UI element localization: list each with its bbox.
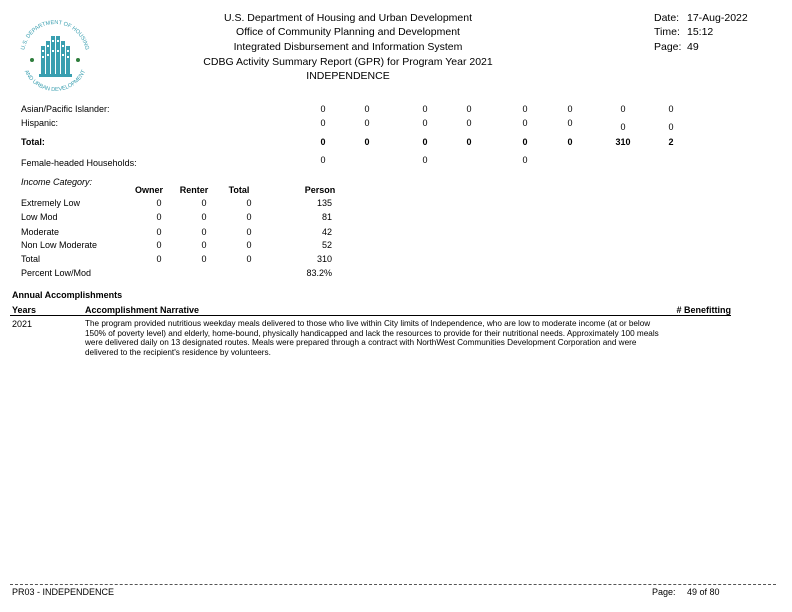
- agency-title: U.S. Department of Housing and Urban Development: [223, 12, 473, 24]
- income-renter: 0: [201, 227, 207, 237]
- income-owner: 0: [156, 212, 162, 222]
- race-row-value: 0: [364, 118, 370, 128]
- col-narrative-header: Accomplishment Narrative: [85, 305, 200, 315]
- income-total: 0: [246, 212, 252, 222]
- footer-rule: [10, 584, 776, 585]
- income-owner: 0: [156, 198, 162, 208]
- col-total-header: Total: [228, 185, 250, 195]
- race-row-value: 0: [668, 122, 674, 132]
- col-person-header: Person: [304, 185, 336, 195]
- income-person: 135: [316, 198, 332, 208]
- income-person: 42: [321, 227, 332, 237]
- income-total: 0: [246, 254, 252, 264]
- income-row-label: Extremely Low: [21, 198, 81, 208]
- grantee-name: INDEPENDENCE: [306, 70, 390, 82]
- accomplishment-year: 2021: [12, 319, 33, 329]
- page-value: 49: [687, 41, 699, 53]
- header-rule: [10, 315, 731, 316]
- race-total-value: 2: [668, 137, 674, 147]
- race-row-label: Hispanic:: [21, 118, 59, 128]
- female-headed-value: 0: [422, 155, 428, 165]
- page-label: Page:: [654, 41, 682, 53]
- race-row-value: 0: [422, 118, 428, 128]
- date-value: 17-Aug-2022: [687, 12, 748, 24]
- income-renter: 0: [201, 240, 207, 250]
- income-renter: 0: [201, 198, 207, 208]
- col-benefitting-header: # Benefitting: [676, 305, 731, 315]
- system-title: Integrated Disbursement and Information System: [233, 41, 463, 53]
- race-total-value: 0: [522, 137, 528, 147]
- race-row-value: 0: [320, 104, 326, 114]
- race-row-value: 0: [466, 118, 472, 128]
- income-row-label: Moderate: [21, 227, 60, 237]
- col-renter-header: Renter: [179, 185, 209, 195]
- report-title: CDBG Activity Summary Report (GPR) for Program Year 2021: [203, 56, 493, 68]
- hud-seal-logo: [14, 14, 96, 96]
- income-owner: 0: [156, 227, 162, 237]
- race-row-value: 0: [422, 104, 428, 114]
- footer-report-id: PR03 - INDEPENDENCE: [12, 587, 115, 597]
- percent-low-mod-label: Percent Low/Mod: [21, 268, 92, 278]
- female-headed-value: 0: [522, 155, 528, 165]
- race-total-label: Total:: [21, 137, 45, 147]
- race-total-value: 0: [422, 137, 428, 147]
- race-row-value: 0: [466, 104, 472, 114]
- female-headed-value: 0: [320, 155, 326, 165]
- race-total-value: 0: [320, 137, 326, 147]
- race-row-value: 0: [522, 104, 528, 114]
- date-label: Date:: [654, 12, 680, 24]
- time-label: Time:: [654, 26, 680, 38]
- income-person: 310: [316, 254, 332, 264]
- income-row-label: Non Low Moderate: [21, 240, 98, 250]
- income-person: 81: [321, 212, 332, 222]
- income-row-label: Low Mod: [21, 212, 58, 222]
- race-row-value: 0: [620, 104, 626, 114]
- income-renter: 0: [201, 254, 207, 264]
- race-total-value: 0: [364, 137, 370, 147]
- race-row-value: 0: [567, 104, 573, 114]
- race-row-value: 0: [320, 118, 326, 128]
- race-row-label: Asian/Pacific Islander:: [21, 104, 110, 114]
- time-value: 15:12: [687, 26, 714, 38]
- female-headed-label: Female-headed Households:: [21, 158, 137, 168]
- income-person: 52: [321, 240, 332, 250]
- col-years-header: Years: [12, 305, 37, 315]
- accomplishment-narrative: The program provided nutritious weekday meals delivered to those who live within City limits of Independence, who are low to moderate income (at or below 150% of poverty level) and elderly, home-bound, physically handicapped and lack the resources to provide for their nutritional needs. Approximately 100 meals were delivered daily on 13 designated routes. Meals were prepared through a contract with NorthWest Communities Development Corporation and were delivered to the recipient's residence by volunteers.: [85, 319, 659, 357]
- col-owner-header: Owner: [134, 185, 163, 195]
- footer-page-value: 49 of 80: [687, 587, 720, 597]
- footer-page-label: Page:: [652, 587, 676, 597]
- income-owner: 0: [156, 254, 162, 264]
- race-row-value: 0: [567, 118, 573, 128]
- office-title: Office of Community Planning and Development: [236, 26, 460, 38]
- income-total: 0: [246, 240, 252, 250]
- race-row-value: 0: [364, 104, 370, 114]
- income-category-label: Income Category:: [21, 177, 93, 187]
- income-total: 0: [246, 227, 252, 237]
- seal-text-top: U.S. DEPARTMENT OF HOUSING: [20, 19, 90, 51]
- race-row-value: 0: [620, 122, 626, 132]
- seal-text-bottom: AND URBAN DEVELOPMENT: [22, 69, 88, 94]
- race-total-value: 0: [466, 137, 472, 147]
- race-row-value: 0: [668, 104, 674, 114]
- income-renter: 0: [201, 212, 207, 222]
- annual-accomplishments-title: Annual Accomplishments: [12, 290, 123, 300]
- percent-low-mod-value: 83.2%: [306, 268, 332, 278]
- race-row-value: 0: [522, 118, 528, 128]
- income-row-label: Total: [21, 254, 41, 264]
- race-total-value: 0: [567, 137, 573, 147]
- income-owner: 0: [156, 240, 162, 250]
- income-total: 0: [246, 198, 252, 208]
- race-total-value: 310: [615, 137, 631, 147]
